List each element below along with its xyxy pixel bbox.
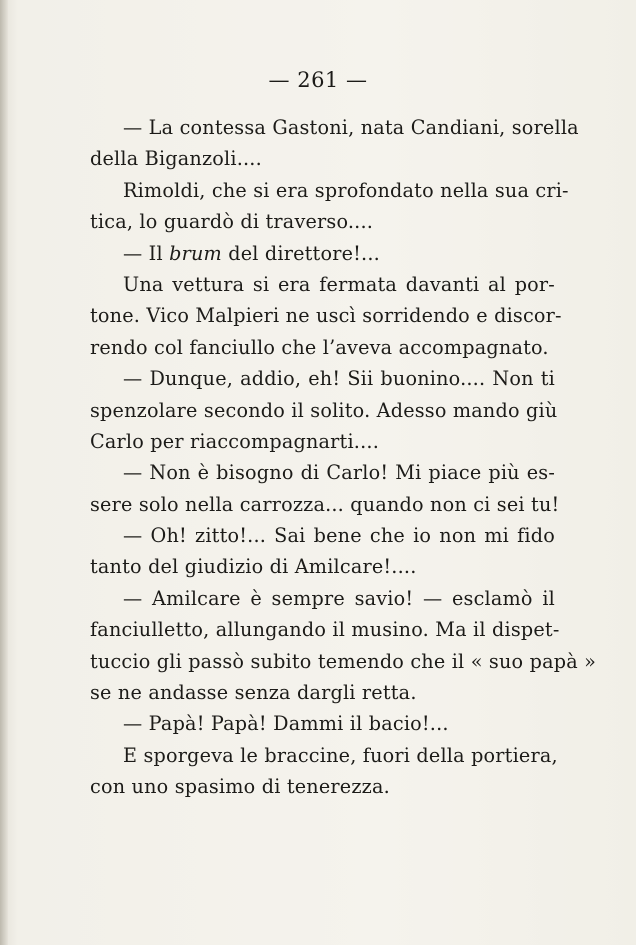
text-line: con uno spasimo di tenerezza. [90,775,390,799]
text-line: E sporgeva le braccine, fuori della portiera, [123,743,558,767]
text-line: — Dunque, addio, eh! Sii buonino.... Non ti [123,367,555,391]
text-line: — Papà! Papà! Dammi il bacio!... [123,712,449,736]
text-line: tica, lo guardò di traverso.... [90,210,374,234]
body-text [90,112,597,803]
text-line: spenzolare secondo il solito. Adesso mando giù [90,398,558,422]
italic-word: brum [169,241,222,265]
text-line: — Non è bisogno di Carlo! Mi piace più es- [123,461,555,485]
text-line: fanciulletto, allungando il musino. Ma il dispet- [90,618,560,642]
text-line: Rimoldi, che si era sprofondato nella sua cri- [123,178,569,202]
text-segment: del direttore!... [221,241,380,265]
text-line: se ne andasse senza dargli retta. [90,681,417,705]
page-gutter-shadow [0,0,8,945]
text-line: — Amilcare è sempre savio! — esclamò il [123,586,555,610]
page-number-header: — 261 — [268,68,368,92]
text-line: — La contessa Gastoni, nata Candiani, sorella [123,116,579,139]
text-line: Una vettura si era fermata davanti al por- [123,272,555,296]
text-line: sere solo nella carrozza... quando non ci sei tu! [90,492,560,516]
text-line: della Biganzoli.... [90,147,262,171]
text-line: — Oh! zitto!... Sai bene che io non mi fido [123,524,555,548]
text-segment: — Il [123,241,170,265]
text-line: Carlo per riaccompagnarti.... [90,429,379,453]
text-line: rendo col fanciullo che l’aveva accompagnato. [90,335,549,359]
text-line [90,238,555,269]
text-line: tuccio gli passò subito temendo che il « suo papà » [90,649,597,673]
text-line: tone. Vico Malpieri ne uscì sorridendo e discor- [90,304,562,328]
text-line: tanto del giudizio di Amilcare!.... [90,555,417,579]
